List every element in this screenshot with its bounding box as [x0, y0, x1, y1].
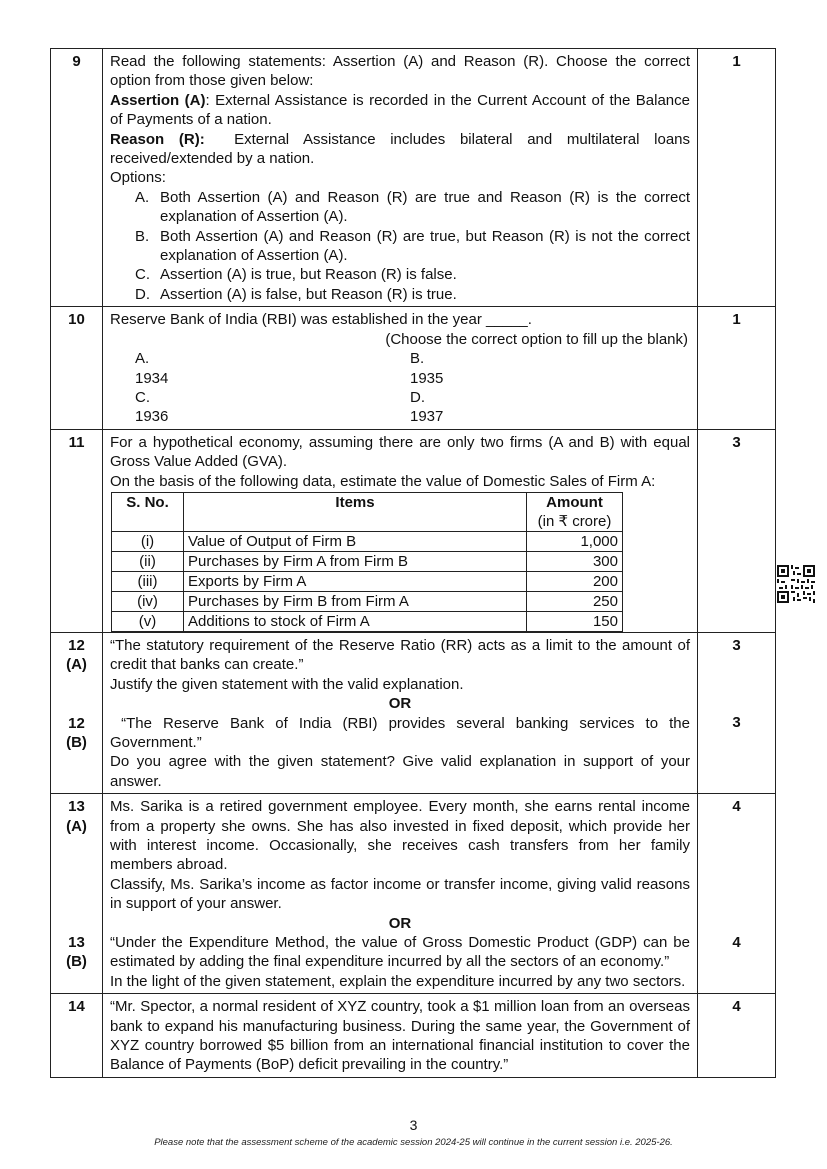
- question-number: 14: [51, 994, 103, 1078]
- row-sno: (v): [112, 611, 184, 631]
- marks-block: [698, 632, 776, 793]
- question-sub: (A): [66, 656, 87, 674]
- option-letter: A.: [135, 350, 150, 368]
- row-sno: (i): [112, 531, 184, 551]
- row-item: Additions to stock of Firm A: [184, 611, 527, 631]
- marks: 4: [732, 933, 741, 951]
- question-instruction: (Choose the correct option to fill up the blank): [385, 330, 688, 348]
- option-text: Assertion (A) is false, but Reason (R) is true.: [160, 285, 457, 303]
- question-task: Classify, Ms. Sarika’s income as factor income or transfer income, giving valid reasons in support of your answer.: [110, 875, 690, 913]
- question-task: In the light of the given statement, explain the expenditure incurred by any two sectors.: [110, 972, 686, 990]
- questions-table: [50, 48, 776, 1078]
- question-number: 11: [51, 429, 103, 632]
- row-amount: 200: [527, 571, 623, 591]
- question-body: [103, 49, 698, 307]
- question-sub: (A): [66, 817, 87, 835]
- option-item: [110, 188, 690, 227]
- marks: 4: [698, 994, 776, 1078]
- qr-code-icon: [777, 565, 815, 603]
- assertion: [110, 91, 690, 130]
- question-quote: “The statutory requirement of the Reserve Ratio (RR) acts as a limit to the amount of credit that banks can create.”: [110, 636, 690, 674]
- row-amount: 300: [527, 551, 623, 571]
- question-number-block: [51, 632, 103, 793]
- row-item: Purchases by Firm B from Firm A: [184, 591, 527, 611]
- option-item: [110, 285, 690, 304]
- question-row-11: [51, 429, 776, 632]
- option-letter: A.: [135, 188, 150, 206]
- marks: 3: [732, 636, 741, 654]
- header-amount: [527, 492, 623, 531]
- table-row: [112, 591, 623, 611]
- question-body: [103, 632, 698, 793]
- question-quote: “The Reserve Bank of India (RBI) provides several banking services to the Government.”: [110, 714, 695, 751]
- question-number: 12: [68, 636, 85, 654]
- option-item: [110, 265, 690, 284]
- option-letter: B.: [410, 350, 425, 368]
- row-amount: 250: [527, 591, 623, 611]
- question-quote: “Mr. Spector, a normal resident of XYZ country, took a $1 million loan from an overseas bank to expand his manufacturing business. During the same year, the Government of XYZ country borrowed $5 billion from an international financial institution to cover the Balance of Payments (BoP) deficit prevailing in the country.”: [110, 998, 690, 1074]
- option-text: 1936: [135, 408, 169, 426]
- question-number: 9: [51, 49, 103, 307]
- or-divider: OR: [388, 695, 412, 713]
- question-body: [103, 429, 698, 632]
- option-text: 1935: [410, 369, 444, 387]
- question-para: For a hypothetical economy, assuming there are only two firms (A and B) with equal Gross Value Added (GVA).: [110, 433, 690, 471]
- marks: 1: [698, 49, 776, 307]
- row-sno: (ii): [112, 551, 184, 571]
- question-row-10: [51, 307, 776, 429]
- row-sno: (iv): [112, 591, 184, 611]
- question-task: Justify the given statement with the valid explanation.: [110, 675, 464, 693]
- option-text: Both Assertion (A) and Reason (R) are true and Reason (R) is the correct explanation of Assertion (A).: [160, 188, 690, 226]
- options-row: [110, 349, 690, 388]
- question-task: Do you agree with the given statement? Give valid explanation in support of your answer.: [110, 753, 690, 790]
- marks: 3: [732, 714, 741, 732]
- question-intro: Read the following statements: Assertion (A) and Reason (R). Choose the correct option from those given below:: [110, 53, 690, 90]
- question-number-block: [51, 794, 103, 994]
- marks: 1: [698, 307, 776, 429]
- question-number: 10: [51, 307, 103, 429]
- option-letter: B.: [135, 227, 150, 245]
- option-item: [410, 349, 443, 388]
- question-para: Ms. Sarika is a retired government employee. Every month, she earns rental income from a property she owns. She has also invested in fixed deposit, which provide her with interest income. Occasionally, she receives cash transfers from her family members abroad.: [110, 798, 690, 874]
- option-text: Both Assertion (A) and Reason (R) are true, but Reason (R) is not the correct explanation of Assertion (A).: [160, 227, 690, 265]
- header-amount-label: Amount: [546, 493, 603, 511]
- options-row: [110, 388, 690, 427]
- row-item: Exports by Firm A: [184, 571, 527, 591]
- question-row-13: [51, 794, 776, 994]
- question-body: [103, 994, 698, 1078]
- question-stem: Reserve Bank of India (RBI) was established in the year _____.: [110, 311, 532, 329]
- option-letter: D.: [410, 388, 425, 406]
- table-row: [112, 531, 623, 551]
- table-row: [112, 551, 623, 571]
- option-item: [110, 349, 410, 388]
- question-number: 12: [68, 714, 85, 732]
- data-table: [111, 492, 623, 632]
- row-amount: 150: [527, 611, 623, 631]
- table-row: [112, 611, 623, 631]
- option-text: 1937: [410, 408, 444, 426]
- option-item: [110, 388, 410, 427]
- marks: 4: [732, 798, 741, 816]
- marks-block: [698, 794, 776, 994]
- question-body: [103, 307, 698, 429]
- marks: 3: [698, 429, 776, 632]
- question-row-12: [51, 632, 776, 793]
- options-label: Options:: [110, 169, 166, 187]
- or-divider: OR: [388, 914, 412, 932]
- reason-text: External Assistance includes bilateral and multilateral loans received/extended by a nation.: [110, 130, 695, 168]
- question-sub: (B): [66, 734, 87, 752]
- assertion-text: : External Assistance is recorded in the Current Account of the Balance of Payments of a nation.: [110, 91, 690, 129]
- assertion-label: Assertion (A): [110, 91, 206, 109]
- row-amount: 1,000: [527, 531, 623, 551]
- table-row: [112, 571, 623, 591]
- option-letter: C.: [135, 266, 150, 284]
- question-number: 13: [68, 934, 85, 951]
- option-letter: C.: [135, 388, 150, 406]
- row-item: Purchases by Firm A from Firm B: [184, 551, 527, 571]
- option-text: Assertion (A) is true, but Reason (R) is false.: [160, 266, 457, 284]
- question-number: 13: [68, 798, 85, 816]
- options-list: [110, 188, 690, 304]
- reason: [110, 130, 695, 169]
- reason-label: Reason (R):: [110, 130, 205, 148]
- option-item: [410, 388, 443, 427]
- page-number: 3: [409, 1117, 418, 1133]
- question-row-14: [51, 994, 776, 1078]
- question-para: On the basis of the following data, estimate the value of Domestic Sales of Firm A:: [110, 472, 656, 490]
- option-item: [110, 227, 690, 266]
- header-amount-unit: (in ₹ crore): [537, 512, 612, 530]
- header-sno: S. No.: [112, 492, 184, 531]
- option-text: 1934: [135, 369, 169, 387]
- question-sub: (B): [66, 953, 87, 971]
- row-item: Value of Output of Firm B: [184, 531, 527, 551]
- footnote: Please note that the assessment scheme of the academic session 2024-25 will continue in the current session i.e. 2025-26.: [154, 1137, 673, 1148]
- question-quote: “Under the Expenditure Method, the value of Gross Domestic Product (GDP) can be estimated by adding the final expenditure incurred by all the sectors of an economy.”: [110, 934, 690, 971]
- row-sno: (iii): [112, 571, 184, 591]
- question-row-9: [51, 49, 776, 307]
- question-body: [103, 794, 698, 994]
- option-letter: D.: [135, 285, 150, 303]
- data-table-header: [112, 492, 623, 531]
- header-items: Items: [184, 492, 527, 531]
